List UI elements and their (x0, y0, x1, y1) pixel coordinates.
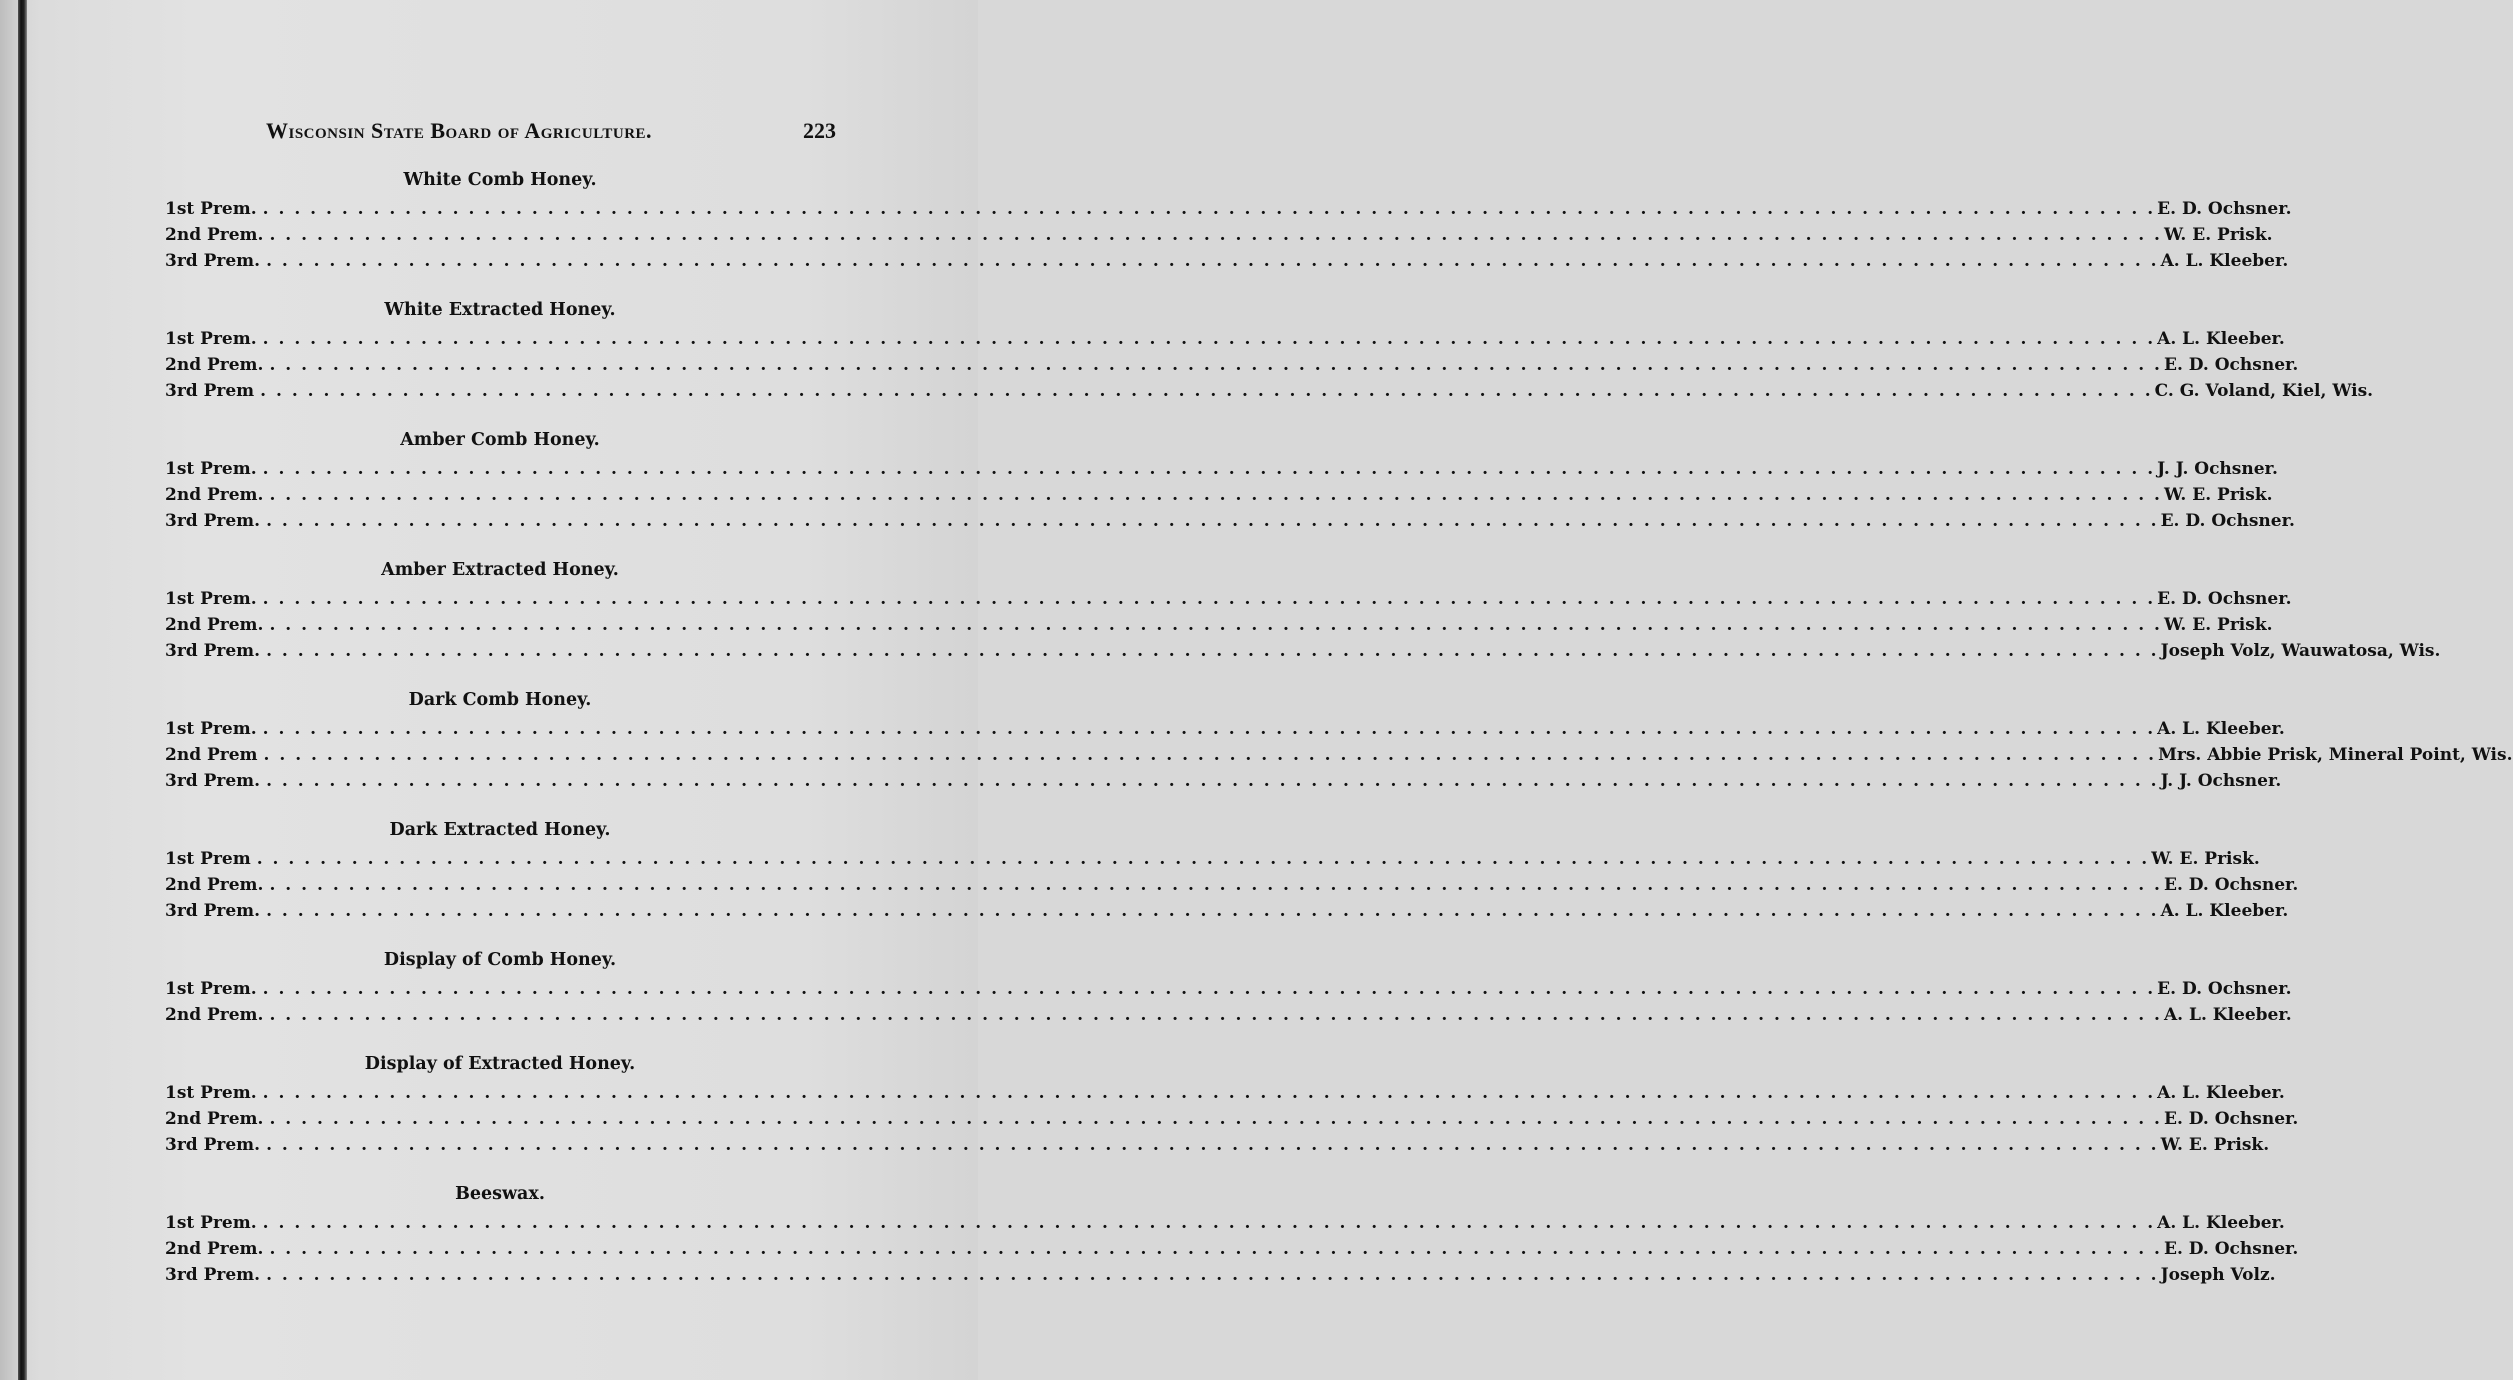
winner-name: Joseph Volz. (2160, 1265, 2276, 1285)
dot-leader: . . . . . . . . . . . . . . . . . . . . . . . . . . . . . . . . . . . . . . . . . . . . . . . . . . . . . . . . . . . . . . . . . . . . . . . . . . . . . . . . . . . . . . . . . . . . . . . . . . . . . . . . . . . . . . . . . . . . . . . . (266, 1265, 2159, 1285)
winner-name: E. D. Ochsner. (2163, 1239, 2299, 1259)
section-title: White Extracted Honey. (384, 300, 616, 320)
premium-row (165, 1262, 2276, 1288)
premium-rank: 2nd Prem. (165, 1109, 264, 1129)
winner-name: E. D. Ochsner. (2163, 1109, 2299, 1129)
premium-rank: 2nd Prem. (165, 225, 264, 245)
winner-name: A. L. Kleeber. (2157, 719, 2285, 739)
dot-leader: . . . . . . . . . . . . . . . . . . . . . . . . . . . . . . . . . . . . . . . . . . . . . . . . . . . . . . . . . . . . . . . . . . . . . . . . . . . . . . . . . . . . . . . . . . . . . . . . . . . . . . . . . . . . . . . . . . . . . . . . (262, 1213, 2156, 1233)
premium-row (165, 1132, 2270, 1158)
winner-name: C. G. Voland, Kiel, Wis. (2154, 381, 2374, 401)
premium-row (165, 612, 2273, 638)
winner-name: A. L. Kleeber. (2157, 1083, 2285, 1103)
premium-row (165, 1002, 2292, 1028)
premium-row (165, 326, 2285, 352)
premium-section (165, 1052, 2299, 1158)
premium-row (165, 482, 2273, 508)
premium-row (165, 456, 2278, 482)
dot-leader: . . . . . . . . . . . . . . . . . . . . . . . . . . . . . . . . . . . . . . . . . . . . . . . . . . . . . . . . . . . . . . . . . . . . . . . . . . . . . . . . . . . . . . . . . . . . . . . . . . . . . . . . . . . . . . . . . . . . . . . . (260, 381, 2153, 401)
premium-row (165, 248, 2289, 274)
premium-section (165, 818, 2299, 924)
premium-row (165, 976, 2292, 1002)
dot-leader: . . . . . . . . . . . . . . . . . . . . . . . . . . . . . . . . . . . . . . . . . . . . . . . . . . . . . . . . . . . . . . . . . . . . . . . . . . . . . . . . . . . . . . . . . . . . . . . . . . . . . . . . . . . . . . . . . . . . . . . . (266, 511, 2159, 531)
dot-leader: . . . . . . . . . . . . . . . . . . . . . . . . . . . . . . . . . . . . . . . . . . . . . . . . . . . . . . . . . . . . . . . . . . . . . . . . . . . . . . . . . . . . . . . . . . . . . . . . . . . . . . . . . . . . . . . . . . . . . . . . (262, 1083, 2156, 1103)
dot-leader: . . . . . . . . . . . . . . . . . . . . . . . . . . . . . . . . . . . . . . . . . . . . . . . . . . . . . . . . . . . . . . . . . . . . . . . . . . . . . . . . . . . . . . . . . . . . . . . . . . . . . . . . . . . . . . . . . . . . . . . . (269, 1005, 2162, 1025)
dot-leader: . . . . . . . . . . . . . . . . . . . . . . . . . . . . . . . . . . . . . . . . . . . . . . . . . . . . . . . . . . . . . . . . . . . . . . . . . . . . . . . . . . . . . . . . . . . . . . . . . . . . . . . . . . . . . . . . . . . . . . . . (262, 459, 2156, 479)
premium-rank: 2nd Prem (165, 745, 258, 765)
premium-rank: 2nd Prem. (165, 1239, 264, 1259)
dot-leader: . . . . . . . . . . . . . . . . . . . . . . . . . . . . . . . . . . . . . . . . . . . . . . . . . . . . . . . . . . . . . . . . . . . . . . . . . . . . . . . . . . . . . . . . . . . . . . . . . . . . . . . . . . . . . . . . . . . . . . . . (266, 251, 2159, 271)
winner-name: A. L. Kleeber. (2163, 1005, 2292, 1025)
premium-rank: 3rd Prem. (165, 1265, 261, 1285)
dot-leader: . . . . . . . . . . . . . . . . . . . . . . . . . . . . . . . . . . . . . . . . . . . . . . . . . . . . . . . . . . . . . . . . . . . . . . . . . . . . . . . . . . . . . . . . . . . . . . . . . . . . . . . . . . . . . . . . . . . . . . . . (263, 745, 2157, 765)
premium-rank: 3rd Prem. (165, 511, 261, 531)
winner-name: W. E. Prisk. (2163, 225, 2273, 245)
page-edge-shadow (0, 0, 18, 1380)
running-title: Wisconsin State Board of Agriculture. (266, 118, 653, 143)
premium-section (165, 168, 2292, 274)
winner-name: E. D. Ochsner. (2157, 199, 2292, 219)
dot-leader: . . . . . . . . . . . . . . . . . . . . . . . . . . . . . . . . . . . . . . . . . . . . . . . . . . . . . . . . . . . . . . . . . . . . . . . . . . . . . . . . . . . . . . . . . . . . . . . . . . . . . . . . . . . . . . . . . . . . . . . . (269, 1239, 2162, 1259)
section-title: Display of Comb Honey. (383, 950, 617, 970)
winner-name: Joseph Volz, Wauwatosa, Wis. (2160, 641, 2441, 661)
premium-row (165, 716, 2285, 742)
dot-leader: . . . . . . . . . . . . . . . . . . . . . . . . . . . . . . . . . . . . . . . . . . . . . . . . . . . . . . . . . . . . . . . . . . . . . . . . . . . . . . . . . . . . . . . . . . . . . . . . . . . . . . . . . . . . . . . . . . . . . . . . (266, 901, 2159, 921)
premium-row (165, 222, 2273, 248)
premium-rank: 2nd Prem. (165, 615, 264, 635)
premium-rank: 2nd Prem. (165, 1005, 264, 1025)
premium-rank: 3rd Prem (165, 381, 255, 401)
page-number: 223 (803, 118, 836, 143)
winner-name: W. E. Prisk. (2160, 1135, 2270, 1155)
premium-row (165, 742, 2513, 768)
premium-rank: 3rd Prem. (165, 1135, 261, 1155)
winner-name: A. L. Kleeber. (2160, 251, 2289, 271)
book-spine (18, 0, 27, 1380)
premium-row (165, 768, 2282, 794)
premium-section (165, 558, 2441, 664)
dot-leader: . . . . . . . . . . . . . . . . . . . . . . . . . . . . . . . . . . . . . . . . . . . . . . . . . . . . . . . . . . . . . . . . . . . . . . . . . . . . . . . . . . . . . . . . . . . . . . . . . . . . . . . . . . . . . . . . . . . . . . . . (262, 979, 2156, 999)
premium-row (165, 1236, 2299, 1262)
dot-leader: . . . . . . . . . . . . . . . . . . . . . . . . . . . . . . . . . . . . . . . . . . . . . . . . . . . . . . . . . . . . . . . . . . . . . . . . . . . . . . . . . . . . . . . . . . . . . . . . . . . . . . . . . . . . . . . . . . . . . . . . (266, 771, 2159, 791)
premium-rank: 1st Prem. (165, 1083, 257, 1103)
premium-section (165, 1182, 2299, 1288)
premium-rank: 2nd Prem. (165, 485, 264, 505)
premium-row (165, 352, 2299, 378)
dot-leader: . . . . . . . . . . . . . . . . . . . . . . . . . . . . . . . . . . . . . . . . . . . . . . . . . . . . . . . . . . . . . . . . . . . . . . . . . . . . . . . . . . . . . . . . . . . . . . . . . . . . . . . . . . . . . . . . . . . . . . . . (262, 199, 2156, 219)
winner-name: W. E. Prisk. (2163, 615, 2273, 635)
premium-row (165, 1210, 2285, 1236)
section-title: Dark Extracted Honey. (389, 820, 611, 840)
premium-row (165, 196, 2292, 222)
winner-name: E. D. Ochsner. (2163, 355, 2299, 375)
winner-name: E. D. Ochsner. (2163, 875, 2299, 895)
dot-leader: . . . . . . . . . . . . . . . . . . . . . . . . . . . . . . . . . . . . . . . . . . . . . . . . . . . . . . . . . . . . . . . . . . . . . . . . . . . . . . . . . . . . . . . . . . . . . . . . . . . . . . . . . . . . . . . . . . . . . . . . (269, 875, 2162, 895)
section-title: Display of Extracted Honey. (364, 1054, 636, 1074)
premium-rank: 1st Prem (165, 849, 251, 869)
winner-name: A. L. Kleeber. (2160, 901, 2289, 921)
section-title: White Comb Honey. (403, 170, 597, 190)
winner-name: J. J. Ochsner. (2160, 771, 2282, 791)
winner-name: W. E. Prisk. (2151, 849, 2260, 869)
premium-row (165, 378, 2374, 404)
premium-rank: 1st Prem. (165, 459, 257, 479)
premium-rank: 1st Prem. (165, 329, 257, 349)
premium-rank: 1st Prem. (165, 719, 257, 739)
premium-rank: 1st Prem. (165, 1213, 257, 1233)
dot-leader: . . . . . . . . . . . . . . . . . . . . . . . . . . . . . . . . . . . . . . . . . . . . . . . . . . . . . . . . . . . . . . . . . . . . . . . . . . . . . . . . . . . . . . . . . . . . . . . . . . . . . . . . . . . . . . . . . . . . . . . . (262, 719, 2156, 739)
premium-row (165, 1106, 2299, 1132)
premium-section (165, 428, 2295, 534)
premium-section (165, 688, 2513, 794)
section-title: Dark Comb Honey. (408, 690, 592, 710)
premium-section (165, 298, 2374, 404)
premium-rank: 3rd Prem. (165, 641, 261, 661)
dot-leader: . . . . . . . . . . . . . . . . . . . . . . . . . . . . . . . . . . . . . . . . . . . . . . . . . . . . . . . . . . . . . . . . . . . . . . . . . . . . . . . . . . . . . . . . . . . . . . . . . . . . . . . . . . . . . . . . . . . . . . . . (256, 849, 2150, 869)
premium-rank: 3rd Prem. (165, 901, 261, 921)
dot-leader: . . . . . . . . . . . . . . . . . . . . . . . . . . . . . . . . . . . . . . . . . . . . . . . . . . . . . . . . . . . . . . . . . . . . . . . . . . . . . . . . . . . . . . . . . . . . . . . . . . . . . . . . . . . . . . . . . . . . . . . . (262, 589, 2156, 609)
running-header (266, 118, 838, 148)
winner-name: W. E. Prisk. (2163, 485, 2273, 505)
section-title: Beeswax. (455, 1184, 545, 1204)
winner-name: E. D. Ochsner. (2157, 589, 2292, 609)
dot-leader: . . . . . . . . . . . . . . . . . . . . . . . . . . . . . . . . . . . . . . . . . . . . . . . . . . . . . . . . . . . . . . . . . . . . . . . . . . . . . . . . . . . . . . . . . . . . . . . . . . . . . . . . . . . . . . . . . . . . . . . . (262, 329, 2156, 349)
winner-name: E. D. Ochsner. (2160, 511, 2295, 531)
dot-leader: . . . . . . . . . . . . . . . . . . . . . . . . . . . . . . . . . . . . . . . . . . . . . . . . . . . . . . . . . . . . . . . . . . . . . . . . . . . . . . . . . . . . . . . . . . . . . . . . . . . . . . . . . . . . . . . . . . . . . . . . (269, 615, 2162, 635)
winner-name: J. J. Ochsner. (2157, 459, 2278, 479)
winner-name: A. L. Kleeber. (2157, 1213, 2285, 1233)
section-title: Amber Extracted Honey. (381, 560, 619, 580)
premium-rank: 1st Prem. (165, 979, 257, 999)
dot-leader: . . . . . . . . . . . . . . . . . . . . . . . . . . . . . . . . . . . . . . . . . . . . . . . . . . . . . . . . . . . . . . . . . . . . . . . . . . . . . . . . . . . . . . . . . . . . . . . . . . . . . . . . . . . . . . . . . . . . . . . . (266, 641, 2159, 661)
dot-leader: . . . . . . . . . . . . . . . . . . . . . . . . . . . . . . . . . . . . . . . . . . . . . . . . . . . . . . . . . . . . . . . . . . . . . . . . . . . . . . . . . . . . . . . . . . . . . . . . . . . . . . . . . . . . . . . . . . . . . . . . (266, 1135, 2159, 1155)
premium-row (165, 872, 2299, 898)
dot-leader: . . . . . . . . . . . . . . . . . . . . . . . . . . . . . . . . . . . . . . . . . . . . . . . . . . . . . . . . . . . . . . . . . . . . . . . . . . . . . . . . . . . . . . . . . . . . . . . . . . . . . . . . . . . . . . . . . . . . . . . . (269, 225, 2162, 245)
premium-row (165, 846, 2260, 872)
premium-rank: 2nd Prem. (165, 875, 264, 895)
premium-row (165, 898, 2289, 924)
premium-row (165, 638, 2441, 664)
dot-leader: . . . . . . . . . . . . . . . . . . . . . . . . . . . . . . . . . . . . . . . . . . . . . . . . . . . . . . . . . . . . . . . . . . . . . . . . . . . . . . . . . . . . . . . . . . . . . . . . . . . . . . . . . . . . . . . . . . . . . . . . (269, 485, 2162, 505)
section-title: Amber Comb Honey. (400, 430, 600, 450)
premium-list (165, 168, 2513, 1312)
premium-row (165, 508, 2295, 534)
dot-leader: . . . . . . . . . . . . . . . . . . . . . . . . . . . . . . . . . . . . . . . . . . . . . . . . . . . . . . . . . . . . . . . . . . . . . . . . . . . . . . . . . . . . . . . . . . . . . . . . . . . . . . . . . . . . . . . . . . . . . . . . (269, 355, 2162, 375)
premium-rank: 3rd Prem. (165, 251, 261, 271)
premium-row (165, 1080, 2285, 1106)
premium-rank: 2nd Prem. (165, 355, 264, 375)
winner-name: E. D. Ochsner. (2157, 979, 2292, 999)
dot-leader: . . . . . . . . . . . . . . . . . . . . . . . . . . . . . . . . . . . . . . . . . . . . . . . . . . . . . . . . . . . . . . . . . . . . . . . . . . . . . . . . . . . . . . . . . . . . . . . . . . . . . . . . . . . . . . . . . . . . . . . . (269, 1109, 2162, 1129)
premium-rank: 1st Prem. (165, 589, 257, 609)
premium-rank: 1st Prem. (165, 199, 257, 219)
premium-section (165, 948, 2292, 1028)
premium-row (165, 586, 2292, 612)
winner-name: Mrs. Abbie Prisk, Mineral Point, Wis. (2158, 745, 2513, 765)
premium-rank: 3rd Prem. (165, 771, 261, 791)
winner-name: A. L. Kleeber. (2157, 329, 2285, 349)
